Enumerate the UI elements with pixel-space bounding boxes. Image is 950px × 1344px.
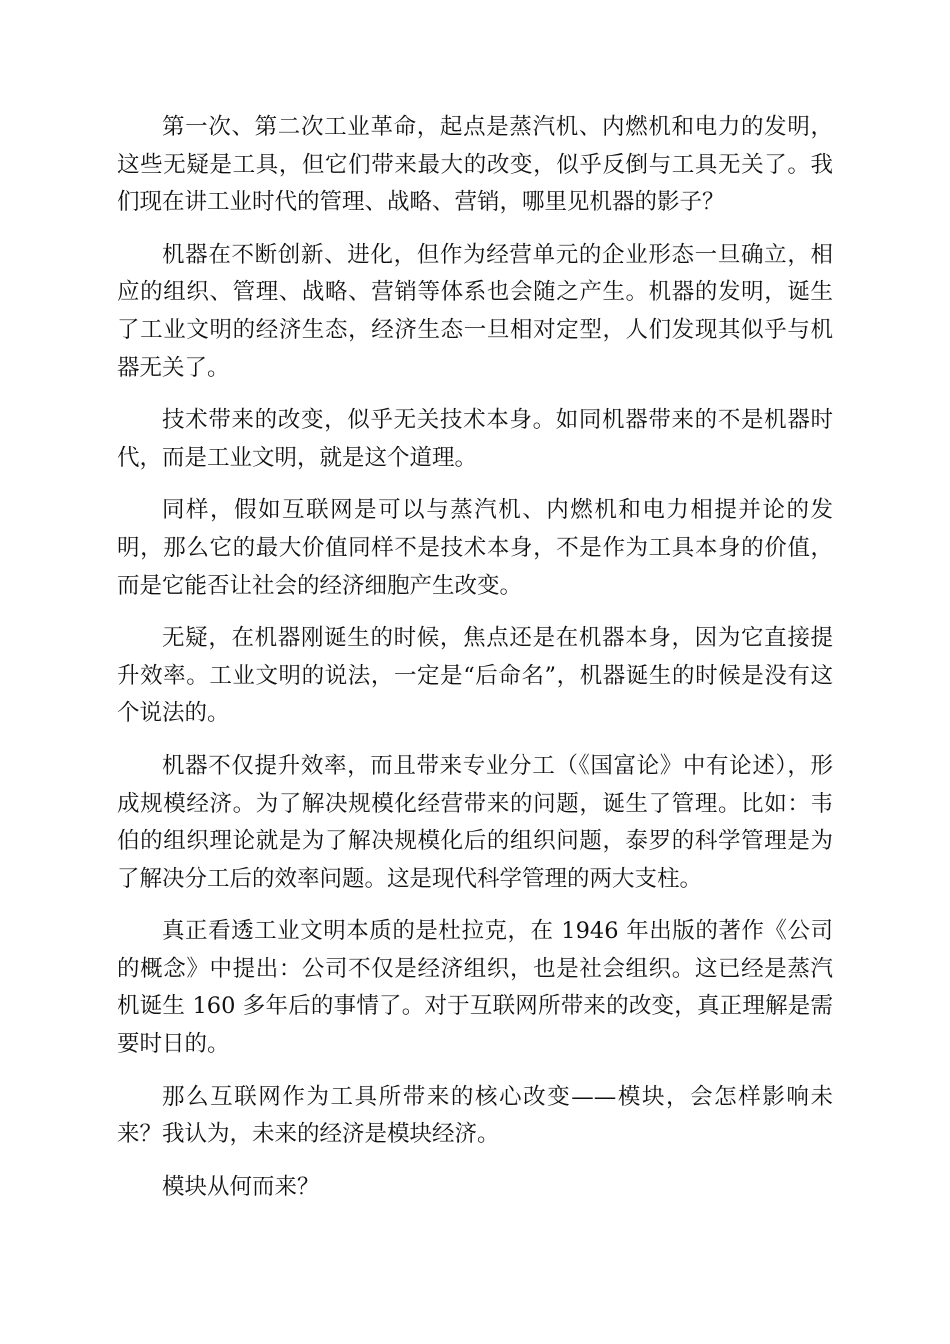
- paragraph-4: 同样，假如互联网是可以与蒸汽机、内燃机和电力相提并论的发明，那么它的最大价值同样不是技术本身，不是作为工具本身的价值，而是它能否让社会的经济细胞产生改变。: [117, 497, 833, 599]
- document-page: [117, 109, 833, 1221]
- paragraph-8: 那么互联网作为工具所带来的核心改变——模块，会怎样影响未来？我认为，未来的经济是模块经济。: [117, 1083, 833, 1148]
- paragraph-3: 技术带来的改变，似乎无关技术本身。如同机器带来的不是机器时代，而是工业文明，就是这个道理。: [117, 407, 833, 471]
- paragraph-1: 第一次、第二次工业革命，起点是蒸汽机、内燃机和电力的发明，这些无疑是工具，但它们带来最大的改变，似乎反倒与工具无关了。我们现在讲工业时代的管理、战略、营销，哪里见机器的影子？: [117, 114, 833, 216]
- paragraph-5: 无疑，在机器刚诞生的时候，焦点还是在机器本身，因为它直接提升效率。工业文明的说法，一定是“后命名”，机器诞生的时候是没有这个说法的。: [117, 625, 833, 727]
- paragraph-7: 真正看透工业文明本质的是杜拉克，在 1946 年出版的著作《公司的概念》中提出：公司不仅是经济组织，也是社会组织。这已经是蒸汽机诞生 160 多年后的事情了。对于互联网所带来的改变，真正理解是需要时日的。: [117, 918, 833, 1058]
- paragraph-6: 机器不仅提升效率，而且带来专业分工（《国富论》中有论述），形成规模经济。为了解决规模化经营带来的问题，诞生了管理。比如：韦伯的组织理论就是为了解决规模化后的组织问题，泰罗的科学管理是为了解决分工后的效率问题。这是现代科学管理的两大支柱。: [117, 752, 833, 892]
- paragraph-2: 机器在不断创新、进化，但作为经营单元的企业形态一旦确立，相应的组织、管理、战略、营销等体系也会随之产生。机器的发明，诞生了工业文明的经济生态，经济生态一旦相对定型，人们发现其似乎与机器无关了。: [117, 241, 833, 381]
- paragraph-9: 模块从何而来？: [162, 1173, 320, 1200]
